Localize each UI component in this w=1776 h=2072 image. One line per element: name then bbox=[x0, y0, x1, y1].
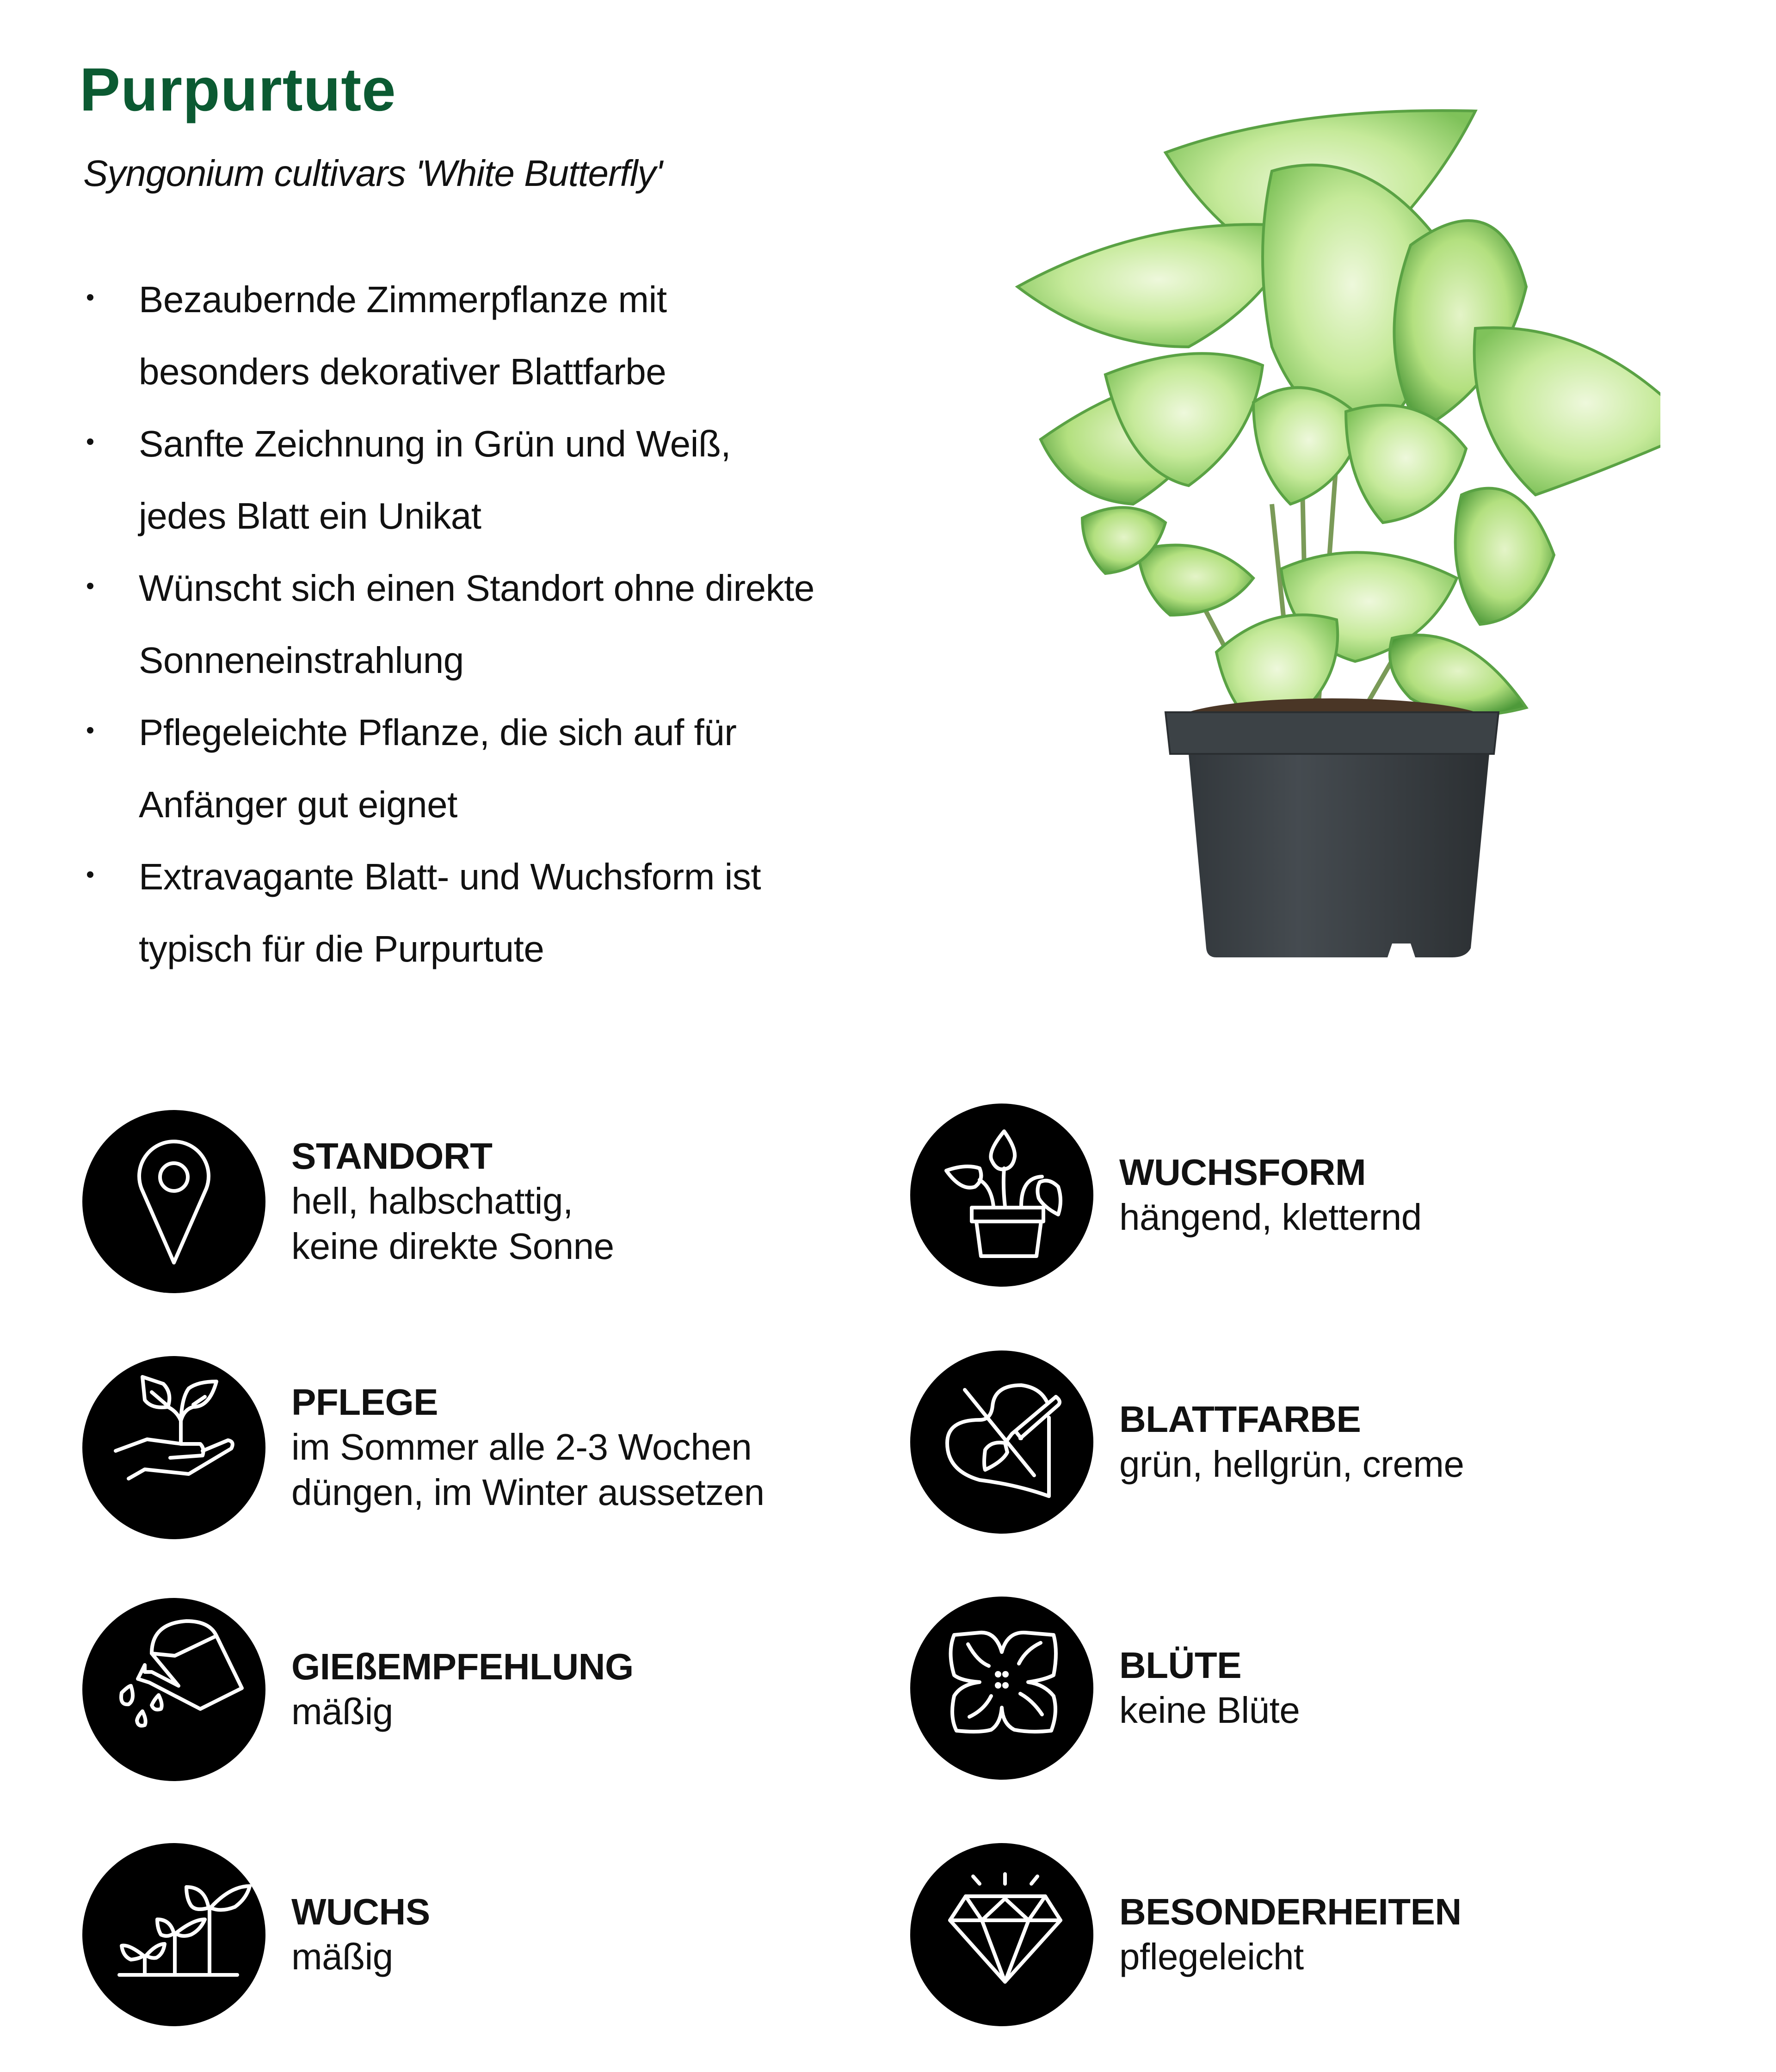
potted-plant-icon bbox=[910, 1104, 1093, 1287]
bullet-dot-icon bbox=[87, 583, 93, 589]
bullet-dot-icon bbox=[87, 727, 93, 734]
feature-bullet-list bbox=[79, 264, 911, 985]
feature-standort bbox=[82, 1110, 869, 1295]
flower-icon bbox=[910, 1597, 1093, 1780]
feature-bluete bbox=[910, 1597, 1696, 1782]
feature-giessempfehlung bbox=[82, 1598, 869, 1783]
bullet-dot-icon bbox=[87, 438, 93, 445]
feature-label: PFLEGE bbox=[291, 1381, 438, 1423]
bullet-item: Extravagante Blatt- und Wuchsform ist typisch für die Purpurtute bbox=[79, 841, 911, 985]
location-pin-icon bbox=[82, 1110, 265, 1293]
feature-wuchs bbox=[82, 1843, 869, 2028]
bullet-dot-icon bbox=[87, 294, 93, 301]
bullet-item: Sanfte Zeichnung in Grün und Weiß, jedes Blatt ein Unikat bbox=[79, 408, 911, 552]
feature-label: BESONDERHEITEN bbox=[1119, 1891, 1462, 1932]
leaf-paintbrush-icon bbox=[910, 1350, 1093, 1534]
growing-sprouts-icon bbox=[82, 1843, 265, 2026]
feature-value: im Sommer alle 2-3 Wochen bbox=[291, 1426, 752, 1468]
feature-value: grün, hellgrün, creme bbox=[1119, 1443, 1464, 1485]
feature-label: STANDORT bbox=[291, 1135, 493, 1177]
feature-value: pflegeleicht bbox=[1119, 1936, 1304, 1977]
page-title: Purpurtute bbox=[80, 56, 396, 123]
feature-label: BLÜTE bbox=[1119, 1645, 1242, 1686]
bullet-item: Bezaubernde Zimmerpflanze mit besonders dekorativer Blattfarbe bbox=[79, 264, 911, 408]
bullet-dot-icon bbox=[87, 871, 93, 878]
watering-can-icon bbox=[82, 1598, 265, 1781]
feature-value: hängend, kletternd bbox=[1119, 1196, 1422, 1238]
hand-seedling-icon bbox=[82, 1356, 265, 1539]
botanical-name: Syngonium cultivars 'White Butterfly' bbox=[83, 153, 662, 194]
feature-value: hell, halbschattig, bbox=[291, 1180, 573, 1221]
feature-label: GIEßEMPFEHLUNG bbox=[291, 1646, 634, 1687]
feature-label: WUCHS bbox=[291, 1891, 430, 1932]
plant-product-image bbox=[1013, 88, 1660, 985]
bullet-item: Pflegeleichte Pflanze, die sich auf für Anfänger gut eignet bbox=[79, 697, 911, 841]
feature-value: keine direkte Sonne bbox=[291, 1226, 614, 1267]
feature-besonderheiten bbox=[910, 1843, 1696, 2028]
feature-value: keine Blüte bbox=[1119, 1690, 1300, 1731]
feature-label: WUCHSFORM bbox=[1119, 1152, 1366, 1193]
feature-label: BLATTFARBE bbox=[1119, 1399, 1361, 1440]
bullet-item: Wünscht sich einen Standort ohne direkte Sonneneinstrahlung bbox=[79, 552, 911, 697]
feature-value: mäßig bbox=[291, 1936, 393, 1977]
feature-value: düngen, im Winter aussetzen bbox=[291, 1472, 765, 1513]
feature-value: mäßig bbox=[291, 1691, 393, 1732]
feature-wuchsform bbox=[910, 1104, 1696, 1289]
feature-pflege bbox=[82, 1356, 869, 1541]
feature-blattfarbe bbox=[910, 1350, 1696, 1536]
diamond-icon bbox=[910, 1843, 1093, 2026]
